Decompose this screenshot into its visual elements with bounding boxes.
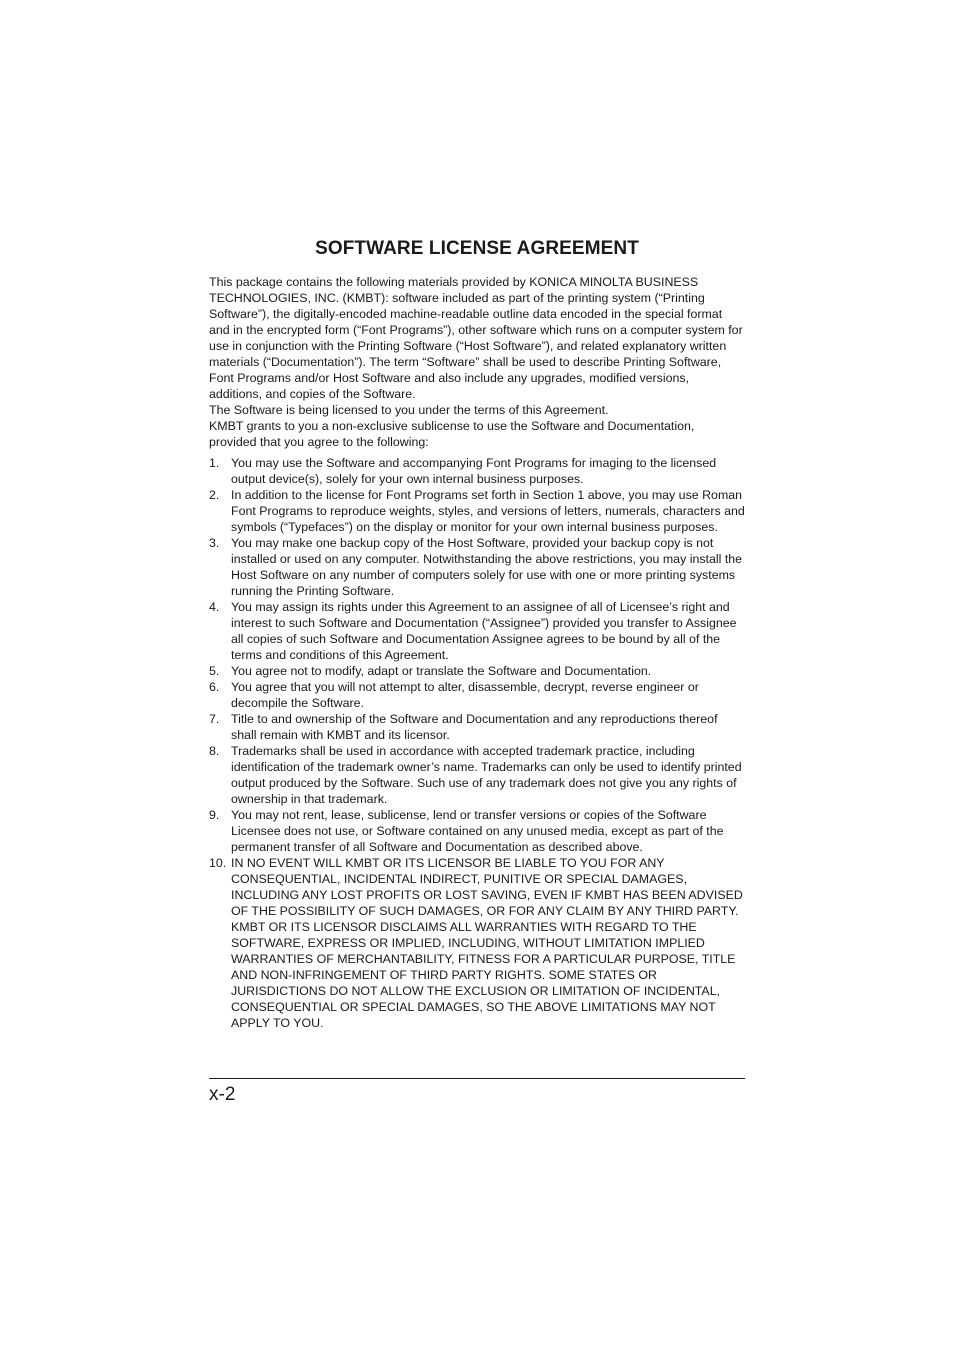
term-text: You may not rent, lease, sublicense, lend or transfer versions or copies of the Software Licensee does not use, or Software contained on any unused media, except as part of the permanent transfer of all Software and Documentation as described above.: [231, 808, 724, 854]
document-body: [209, 236, 745, 1031]
page-number: x-2: [209, 1084, 236, 1105]
term-number: 10.: [209, 856, 227, 870]
grant-statement: KMBT grants to you a non-exclusive sublicense to use the Software and Documentation, provided that you agree to the following:: [209, 419, 695, 449]
term-text: In addition to the license for Font Programs set forth in Section 1 above, you may use Roman Font Programs to reproduce weights, styles, and versions of letters, numerals, characters and symbols (“Typefaces”) on the display or monitor for your own internal business purposes.: [231, 488, 745, 534]
term-number: 2.: [209, 488, 220, 502]
term-item-6: [209, 679, 745, 711]
terms-list: [209, 455, 745, 1031]
term-number: 1.: [209, 456, 220, 470]
term-item-5: [209, 663, 745, 679]
term-number: 7.: [209, 712, 220, 726]
term-item-10: [209, 855, 745, 1031]
term-text: You may make one backup copy of the Host Software, provided your backup copy is not installed or used on any computer. Notwithstanding the above restrictions, you may install the Host Software on any number of computers solely for use with one or more printing systems running the Printing Software.: [231, 536, 743, 598]
term-item-2: [209, 487, 745, 535]
term-text: Trademarks shall be used in accordance with accepted trademark practice, including identification of the trademark owner’s name. Trademarks can only be used to identify printed output produced by the Software. Such use of any trademark does not give you any rights of ownership in that trademark.: [231, 744, 742, 806]
term-text: IN NO EVENT WILL KMBT OR ITS LICENSOR BE LIABLE TO YOU FOR ANY CONSEQUENTIAL, INCIDENTAL INDIRECT, PUNITIVE OR SPECIAL DAMAGES, INCLUDING ANY LOST PROFITS OR LOST SAVING, EVEN IF KMBT HAS BEEN ADVISED OF THE POSSIBILITY OF SUCH DAMAGES, OR FOR ANY CLAIM BY ANY THIRD PARTY. KMBT OR ITS LICENSOR DISCLAIMS ALL WARRANTIES WITH REGARD TO THE SOFTWARE, EXPRESS OR IMPLIED, INCLUDING, WITHOUT LIMITATION IMPLIED WARRANTIES OF MERCHANTABILITY, FITNESS FOR A PARTICULAR PURPOSE, TITLE AND NON-INFRINGEMENT OF THIRD PARTY RIGHTS. SOME STATES OR JURISDICTIONS DO NOT ALLOW THE EXCLUSION OR LIMITATION OF INCIDENTAL, CONSEQUENTIAL OR SPECIAL DAMAGES, SO THE ABOVE LIMITATIONS MAY NOT APPLY TO YOU.: [231, 856, 743, 1030]
term-item-8: [209, 743, 745, 807]
term-number: 3.: [209, 536, 220, 550]
term-text: You agree not to modify, adapt or translate the Software and Documentation.: [231, 664, 652, 678]
term-number: 6.: [209, 680, 220, 694]
term-number: 9.: [209, 808, 220, 822]
licensed-statement: The Software is being licensed to you under the terms of this Agreement.: [209, 403, 609, 417]
footer-divider: [209, 1078, 745, 1079]
term-text: You agree that you will not attempt to alter, disassemble, decrypt, reverse engineer or decompile the Software.: [231, 680, 699, 710]
term-item-3: [209, 535, 745, 599]
term-item-9: [209, 807, 745, 855]
term-number: 4.: [209, 600, 220, 614]
term-number: 5.: [209, 664, 220, 678]
term-text: You may use the Software and accompanying Font Programs for imaging to the licensed output device(s), solely for your own internal business purposes.: [231, 456, 717, 486]
term-text: Title to and ownership of the Software and Documentation and any reproductions thereof shall remain with KMBT and its licensor.: [231, 712, 718, 742]
term-item-1: [209, 455, 745, 487]
term-item-4: [209, 599, 745, 663]
document-title: SOFTWARE LICENSE AGREEMENT: [315, 238, 639, 259]
intro-paragraph: This package contains the following materials provided by KONICA MINOLTA BUSINESS TECHNOLOGIES, INC. (KMBT): software included as part of the printing system (“Printing Software”), the digitally-encoded machine-readable outline data encoded in the special format and in the encrypted form (“Font Programs”), other software which runs on a computer system for use in conjunction with the Printing Software (“Host Software”), and related explanatory written materials (“Documentation”). The term “Software” shall be used to describe Printing Software, Font Programs and/or Host Software and also include any upgrades, modified versions, additions, and copies of the Software.: [209, 275, 743, 401]
term-item-7: [209, 711, 745, 743]
term-text: You may assign its rights under this Agreement to an assignee of all of Licensee’s right and interest to such Software and Documentation (“Assignee”) provided you transfer to Assignee all copies of such Software and Documentation Assignee agrees to be bound by all of the terms and conditions of this Agreement.: [231, 600, 737, 662]
term-number: 8.: [209, 744, 220, 758]
